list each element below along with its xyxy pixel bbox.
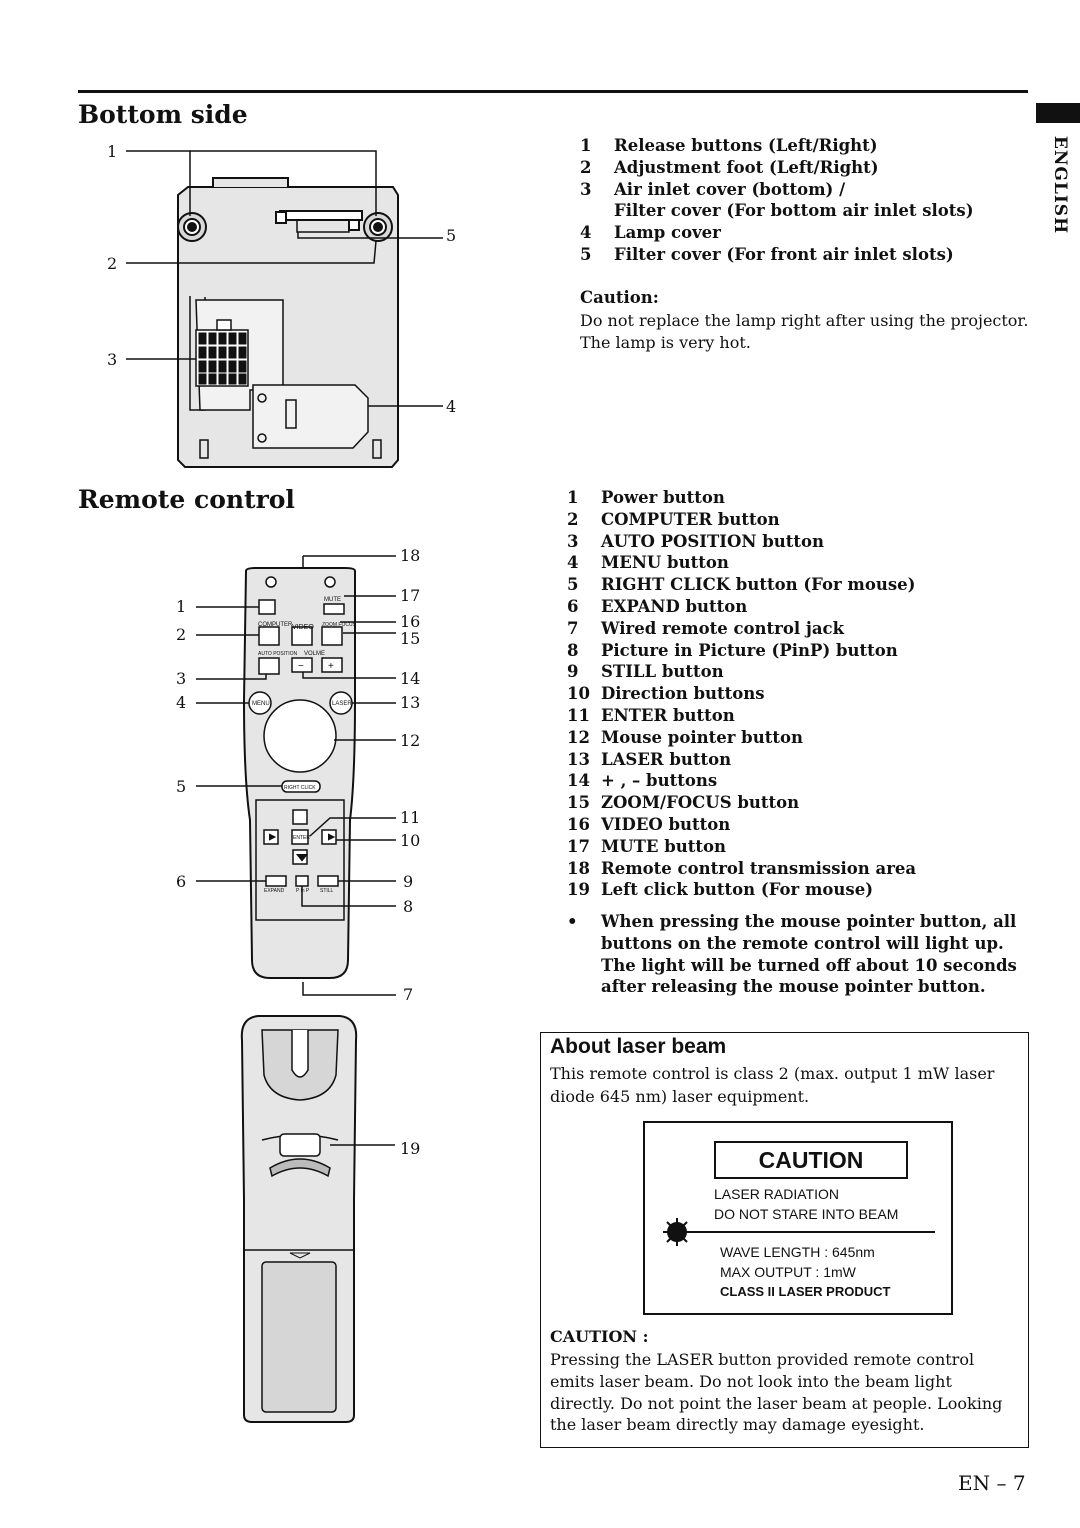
laser-label-line2: DO NOT STARE INTO BEAM <box>714 1206 899 1222</box>
svg-text:MUTE: MUTE <box>324 597 341 603</box>
list-item: 7 Wired remote control jack <box>567 618 845 638</box>
svg-text:10: 10 <box>400 831 421 850</box>
svg-text:17: 17 <box>400 586 421 605</box>
list-item: 12 Mouse pointer button <box>567 727 803 747</box>
laser-caution-title: CAUTION : <box>550 1327 649 1346</box>
callout-1: 1 <box>107 142 118 161</box>
svg-text:6: 6 <box>176 872 187 891</box>
svg-text:MENU: MENU <box>252 701 270 707</box>
svg-text:2: 2 <box>176 625 187 644</box>
list-item: 3 AUTO POSITION button <box>567 531 824 551</box>
svg-text:4: 4 <box>176 693 187 712</box>
svg-text:5: 5 <box>176 777 187 796</box>
remote-front-figure <box>196 556 396 995</box>
list-item: 3 Air inlet cover (bottom) / <box>580 179 846 199</box>
laser-label-line5: CLASS II LASER PRODUCT <box>720 1284 891 1299</box>
svg-text:3: 3 <box>176 669 187 688</box>
callout-5: 5 <box>446 226 457 245</box>
remote-control-list <box>567 487 916 901</box>
list-item: 18 Remote control transmission area <box>567 858 917 878</box>
list-item: 8 Picture in Picture (PinP) button <box>567 640 898 660</box>
list-item: 13 LASER button <box>567 749 732 769</box>
list-item: 4 Lamp cover <box>580 223 721 243</box>
laser-label-line4: MAX OUTPUT : 1mW <box>720 1264 856 1280</box>
list-item: 1 Release buttons (Left/Right) <box>580 136 878 155</box>
laser-box-text: This remote control is class 2 (max. output 1 mW laser diode 645 nm) laser equipment. <box>550 1064 995 1106</box>
list-item: 9 STILL button <box>567 662 724 682</box>
list-item: 6 EXPAND button <box>567 596 748 616</box>
svg-text:7: 7 <box>403 985 414 1004</box>
list-item: 19 Left click button (For mouse) <box>567 880 874 900</box>
svg-text:9: 9 <box>403 872 414 891</box>
svg-text:ZOOM FOCUS: ZOOM FOCUS <box>322 622 356 628</box>
laser-label-line1: LASER RADIATION <box>714 1186 839 1202</box>
list-item: Filter cover (For bottom air inlet slots) <box>614 201 974 221</box>
laser-label-caution: CAUTION <box>714 1141 908 1179</box>
callout-4: 4 <box>446 397 457 416</box>
language-tab: ENGLISH <box>1050 135 1070 235</box>
projector-bottom-figure <box>126 151 443 467</box>
svg-text:COMPUTER: COMPUTER <box>258 622 293 628</box>
page-number: EN – 7 <box>958 1471 1026 1495</box>
laser-label-line3: WAVE LENGTH : 645nm <box>720 1244 875 1260</box>
list-item: 10 Direction buttons <box>567 684 765 704</box>
list-item: 17 MUTE button <box>567 836 727 856</box>
list-item: 16 VIDEO button <box>567 814 731 834</box>
remote-back-figure <box>242 1016 395 1422</box>
bullet-symbol: • <box>567 912 578 931</box>
list-item: 5 RIGHT CLICK button (For mouse) <box>567 575 916 595</box>
list-item: 2 COMPUTER button <box>567 509 780 529</box>
svg-text:+: + <box>328 661 334 672</box>
svg-text:VOLME: VOLME <box>304 651 326 657</box>
svg-text:1: 1 <box>176 597 187 616</box>
svg-text:12: 12 <box>400 731 421 750</box>
list-item: 1 Power button <box>567 488 725 507</box>
svg-text:VIDEO: VIDEO <box>292 624 314 631</box>
laser-box-title: About laser beam <box>550 1035 727 1058</box>
svg-text:11: 11 <box>400 808 421 827</box>
list-item: 14 + , – buttons <box>567 771 718 791</box>
svg-text:AUTO POSITION: AUTO POSITION <box>258 651 298 657</box>
svg-text:EXPAND: EXPAND <box>264 888 285 894</box>
svg-text:RIGHT CLICK: RIGHT CLICK <box>284 785 316 791</box>
svg-text:18: 18 <box>400 546 421 565</box>
svg-text:8: 8 <box>403 897 414 916</box>
bottom-caution-title: Caution: <box>580 288 659 307</box>
mouse-pointer-note-text: When pressing the mouse pointer button, all buttons on the remote control will light up. The light will be turned off about 10 seconds after releasing the mouse pointer button. <box>601 912 1017 997</box>
svg-text:15: 15 <box>400 629 421 648</box>
bottom-side-list <box>580 135 974 266</box>
svg-text:13: 13 <box>400 693 421 712</box>
svg-text:LASER: LASER <box>332 701 352 707</box>
list-item: 11 ENTER button <box>567 705 735 725</box>
svg-text:STILL: STILL <box>320 888 334 894</box>
laser-caution-text: Pressing the LASER button provided remote control emits laser beam. Do not look into the beam light directly. Do not point the laser beam at people. Looking the laser beam directly may damage eyesight. <box>550 1350 1003 1435</box>
list-item: 15 ZOOM/FOCUS button <box>567 793 800 813</box>
list-item: 4 MENU button <box>567 553 729 573</box>
callout-2: 2 <box>107 254 118 273</box>
svg-text:14: 14 <box>400 669 421 688</box>
svg-text:P in P: P in P <box>296 888 310 894</box>
svg-text:−: − <box>298 661 304 672</box>
list-item: 5 Filter cover (For front air inlet slots) <box>580 244 954 264</box>
svg-text:19: 19 <box>400 1139 421 1158</box>
bottom-side-heading: Bottom side <box>78 100 248 129</box>
callout-3: 3 <box>107 350 118 369</box>
svg-text:ENTER: ENTER <box>293 835 310 841</box>
bottom-caution-text: Do not replace the lamp right after using the projector. The lamp is very hot. <box>580 311 1029 352</box>
svg-text:16: 16 <box>400 612 421 631</box>
remote-control-heading: Remote control <box>78 485 295 514</box>
list-item: 2 Adjustment foot (Left/Right) <box>580 157 879 177</box>
